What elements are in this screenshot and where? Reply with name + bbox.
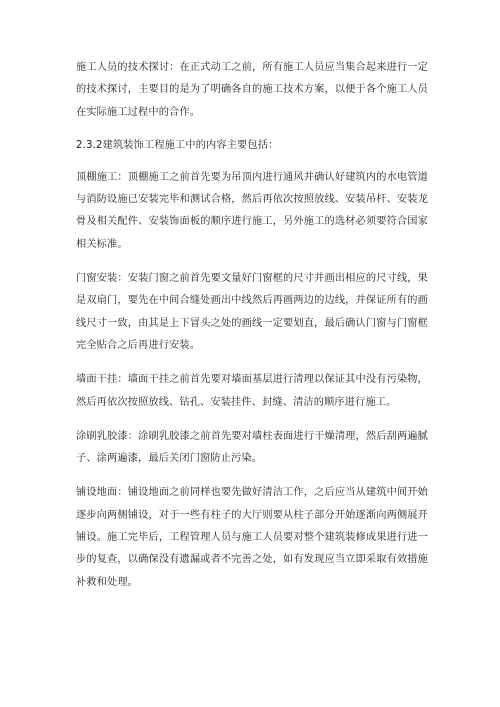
intro-paragraph: 施工人员的技术探讨：在正式动工之前，所有施工人员应当集合起来进行一定的技术探讨，主要目的是为了明确各自的施工技术方案，以便于各个施工人员在实际施工过程中的合作。 — [76, 62, 428, 118]
item-wall-dry-hanging: 墙面干挂：墙面干挂之前首先要对墙面基层进行清理以保证其中没有污染物，然后再依次按照放线、钻孔、安装挂件、封缝、清洁的顺序进行施工。 — [76, 374, 428, 408]
item-latex-paint: 涂刷乳胶漆：涂刷乳胶漆之前首先要对墙柱表面进行干燥清理，然后刮两遍腻子、涂两遍漆，最后关闭门窗防止污染。 — [76, 430, 428, 465]
item-ceiling-construction: 顶棚施工：顶棚施工之前首先要为吊顶内进行通风并确认好建筑内的水电管道与消防设施已安装完毕和测试合格，然后再依次按照放线、安装吊杆、安装龙骨及相关配件、安装饰面板的顺序进行施工，另外施工的选材必须要符合国家相关标准。 — [76, 171, 428, 250]
document-page — [76, 57, 428, 606]
item-door-window-installation: 门窗安装：安装门窗之前首先要文量好门窗框的尺寸并画出相应的尺寸线，果是双扇门，要先在中间合缝处画出中线然后再画两边的边线，并保证所有的画线尺寸一致，由其是上下冒头之处的画线一定要划直，最后确认门窗与门窗框完全贴合之后再进行安装。 — [76, 273, 428, 351]
section-heading: 2.3.2建筑装饰工程施工中的内容主要包括： — [76, 139, 279, 151]
item-floor-laying: 铺设地面：铺设地面之前同样也要先做好清洁工作，之后应当从建筑中间开始逐步向两侧铺设，对于一些有柱子的大厅则要从柱子部分开始逐渐向两侧展开铺设。施工完毕后，工程管理人员与施工人员要对整个建筑装修成果进行进一步的复查，以确保没有遗漏或者不完善之处，如有发现应当立即采取有效措施补救和处理。 — [76, 487, 428, 588]
